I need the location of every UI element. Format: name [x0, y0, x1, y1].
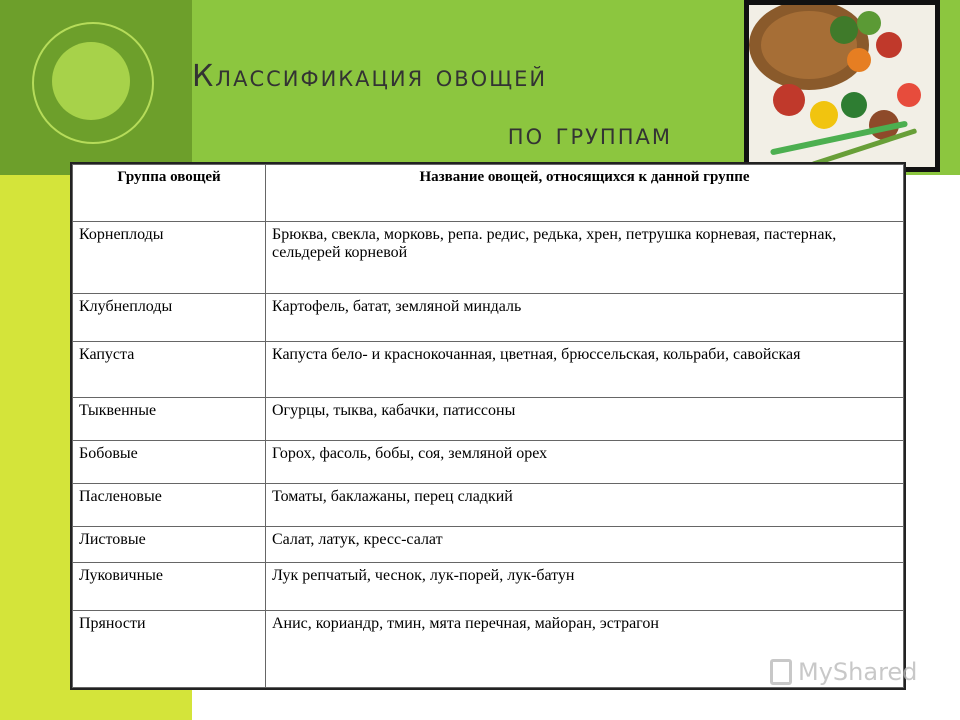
- myshared-logo-icon: [770, 659, 792, 685]
- table-row: [73, 527, 904, 563]
- names-cell: Анис, кориандр, тмин, мята перечная, майоран, эстрагон: [266, 611, 904, 688]
- table-row: [73, 441, 904, 484]
- group-cell: Тыквенные: [73, 398, 266, 441]
- group-cell: Луковичные: [73, 563, 266, 611]
- group-cell: Корнеплоды: [73, 222, 266, 294]
- group-cell: Бобовые: [73, 441, 266, 484]
- names-cell: Огурцы, тыква, кабачки, патиссоны: [266, 398, 904, 441]
- table-row: [73, 484, 904, 527]
- header-group: Группа овощей: [73, 165, 266, 222]
- names-cell: Томаты, баклажаны, перец сладкий: [266, 484, 904, 527]
- table-row: [73, 294, 904, 342]
- table-row: [73, 222, 904, 294]
- vegetable-groups-table: [70, 162, 906, 690]
- group-cell: Пасленовые: [73, 484, 266, 527]
- decor-circle-filled: [52, 42, 130, 120]
- names-cell: Салат, латук, кресс-салат: [266, 527, 904, 563]
- names-cell: Картофель, батат, земляной миндаль: [266, 294, 904, 342]
- table-row: [73, 563, 904, 611]
- table-row: [73, 398, 904, 441]
- group-cell: Клубнеплоды: [73, 294, 266, 342]
- names-cell: Горох, фасоль, бобы, соя, земляной орех: [266, 441, 904, 484]
- title-line-1: Классификация овощей: [192, 59, 548, 94]
- header-names: Название овощей, относящихся к данной группе: [266, 165, 904, 222]
- table-header-row: [73, 165, 904, 222]
- title-line-2: по группам: [507, 117, 672, 152]
- names-cell: Брюква, свекла, морковь, репа. редис, редька, хрен, петрушка корневая, пастернак, сельдерей корневой: [266, 222, 904, 294]
- group-cell: Капуста: [73, 342, 266, 398]
- names-cell: Лук репчатый, чеснок, лук-порей, лук-батун: [266, 563, 904, 611]
- names-cell: Капуста бело- и краснокочанная, цветная, брюссельская, кольраби, савойская: [266, 342, 904, 398]
- slide-title: [192, 48, 672, 164]
- watermark-text: MyShared: [798, 658, 918, 686]
- vegetables-basket-photo: [744, 0, 940, 172]
- group-cell: Пряности: [73, 611, 266, 688]
- watermark: [770, 658, 917, 686]
- table-row: [73, 342, 904, 398]
- group-cell: Листовые: [73, 527, 266, 563]
